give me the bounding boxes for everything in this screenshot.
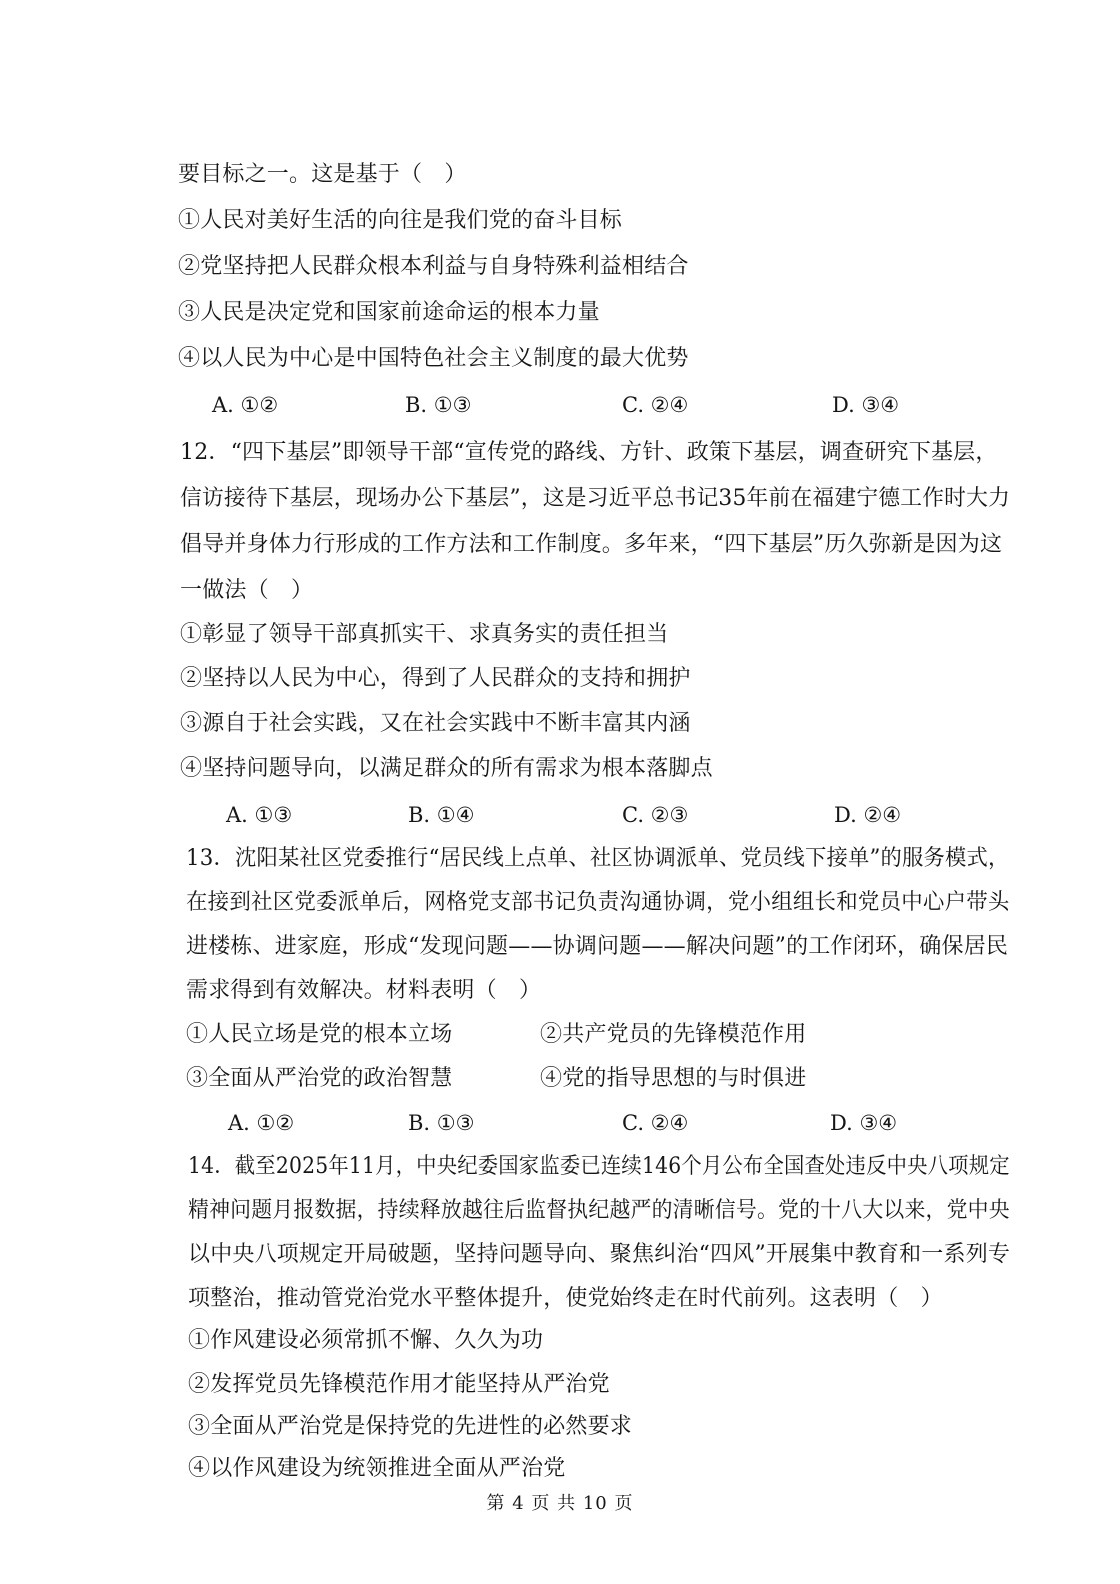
question-13-stem-line-4: 需求得到有效解决。材料表明（ ） [186,978,542,1003]
statement-2: ②坚持以人民为中心，得到了人民群众的支持和拥护 [180,666,691,691]
choice-a: A. ①③ [226,803,293,827]
question-12-stem-line-1: 12．“四下基层”即领导干部“宣传党的路线、方针、政策下基层，调查研究下基层， [180,440,998,465]
statement-2: ②发挥党员先锋模范作用才能坚持从严治党 [188,1372,610,1397]
statement-3: ③源自于社会实践，又在社会实践中不断丰富其内涵 [180,711,691,736]
choice-c: C. ②③ [622,803,689,827]
statement-1: ①人民对美好生活的向往是我们党的奋斗目标 [178,208,623,233]
statement-4: ④以人民为中心是中国特色社会主义制度的最大优势 [178,346,689,371]
question-12-stem-line-4: 一做法（ ） [180,578,314,603]
statement-2: ②党坚持把人民群众根本利益与自身特殊利益相结合 [178,254,689,279]
statement-2: ②共产党员的先锋模范作用 [540,1022,807,1047]
question-13-stem-line-3: 进楼栋、进家庭，形成“发现问题——协调问题——解决问题”的工作闭环，确保居民 [186,934,1009,959]
question-12-stem-line-2: 信访接待下基层，现场办公下基层”，这是习近平总书记35年前在福建宁德工作时大力 [180,486,1011,511]
choice-d: D. ③④ [830,1111,898,1135]
statement-3: ③人民是决定党和国家前途命运的根本力量 [178,300,600,325]
question-14-stem-line-1: 14．截至2025年11月，中央纪委国家监委已连续146个月公布全国查处违反中央八项规定 [188,1154,1010,1179]
statement-1: ①彰显了领导干部真抓实干、求真务实的责任担当 [180,622,669,647]
choice-b: B. ①③ [405,393,472,417]
statement-4: ④党的指导思想的与时俱进 [540,1066,807,1091]
page-footer: 第 4 页 共 10 页 [486,1493,634,1514]
question-13-stem-line-2: 在接到社区党委派单后，网格党支部书记负责沟通协调，党小组组长和党员中心户带头 [186,890,1010,915]
statement-3: ③全面从严治党的政治智慧 [186,1066,453,1091]
question-12-stem-line-3: 倡导并身体力行形成的工作方法和工作制度。多年来，“四下基层”历久弥新是因为这 [180,532,1003,557]
choice-b: B. ①④ [408,803,475,827]
choice-d: D. ②④ [834,803,902,827]
statement-1: ①作风建设必须常抓不懈、久久为功 [188,1328,544,1353]
choice-a: A. ①② [212,393,279,417]
statement-4: ④坚持问题导向，以满足群众的所有需求为根本落脚点 [180,756,713,781]
choice-a: A. ①② [228,1111,295,1135]
statement-4: ④以作风建设为统领推进全面从严治党 [188,1456,566,1481]
question-14-stem-line-2: 精神问题月报数据，持续释放越往后监督执纪越严的清晰信号。党的十八大以来，党中央 [188,1198,1010,1223]
choice-d: D. ③④ [832,393,900,417]
choice-b: B. ①③ [408,1111,475,1135]
question-11-stem-tail: 要目标之一。这是基于（ ） [178,162,467,187]
choice-c: C. ②④ [622,393,689,417]
statement-1: ①人民立场是党的根本立场 [186,1022,453,1047]
statement-3: ③全面从严治党是保持党的先进性的必然要求 [188,1414,633,1439]
choice-c: C. ②④ [622,1111,689,1135]
question-14-stem-line-4: 项整治，推动管党治党水平整体提升，使党始终走在时代前列。这表明（ ） [188,1286,943,1311]
question-13-stem-line-1: 13．沈阳某社区党委推行“居民线上点单、社区协调派单、党员线下接单”的服务模式， [186,846,1010,871]
question-14-stem-line-3: 以中央八项规定开局破题，坚持问题导向、聚焦纠治“四风”开展集中教育和一系列专 [188,1242,1011,1267]
